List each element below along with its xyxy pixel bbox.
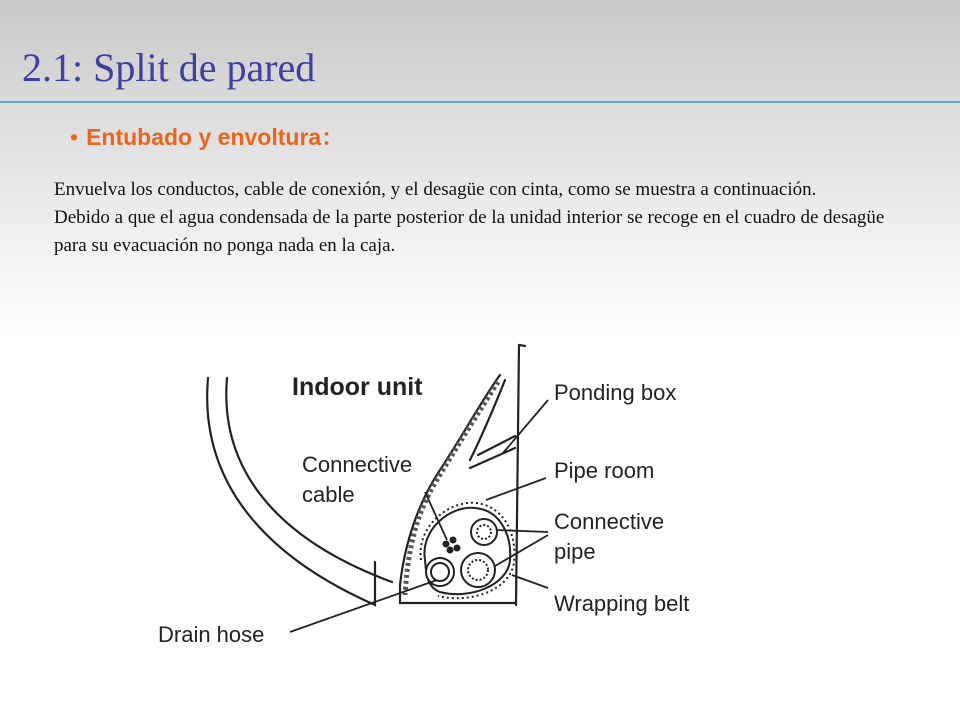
pipes bbox=[426, 519, 497, 587]
wrapping-envelope bbox=[400, 375, 516, 603]
indoor-unit-inner-curve bbox=[226, 378, 392, 582]
label-connective-cable-line1: Connective bbox=[302, 452, 413, 477]
label-indoor-unit: Indoor unit bbox=[292, 373, 423, 401]
label-connective-pipe-line1: Connective bbox=[554, 509, 665, 534]
ponding-box-shelf-2 bbox=[470, 448, 515, 468]
drain-hose-inner bbox=[431, 563, 449, 581]
bullet-heading-text: Entubado y envoltura： bbox=[86, 124, 345, 150]
leader-connective-pipe-b bbox=[495, 535, 548, 566]
wall-line bbox=[516, 345, 519, 605]
bullet-heading bbox=[70, 122, 344, 152]
leader-connective-pipe-a bbox=[497, 530, 548, 532]
label-wrapping-belt: Wrapping belt bbox=[554, 591, 690, 616]
connective-cable-wires bbox=[443, 537, 461, 554]
leader-lines bbox=[290, 400, 548, 632]
body-text bbox=[54, 176, 914, 260]
label-drain-hose: Drain hose bbox=[158, 622, 265, 647]
title-divider bbox=[0, 101, 960, 103]
connective-pipe-lower-inner bbox=[468, 560, 488, 580]
paragraph-2: Debido a que el agua condensada de la parte posterior de la unidad interior se recoge en el cuadro de desagüe para su evacuación no ponga nada en la caja. bbox=[54, 207, 885, 256]
paragraph-1: Envuelva los conductos, cable de conexión, y el desagüe con cinta, como se muestra a continuación. bbox=[54, 179, 817, 200]
wall-cap bbox=[519, 345, 525, 346]
wrapping-diagram bbox=[150, 340, 750, 660]
label-pipe-room: Pipe room bbox=[554, 458, 655, 483]
leader-drain-hose bbox=[290, 580, 437, 632]
connective-pipe-upper-inner bbox=[477, 525, 491, 539]
label-ponding-box: Ponding box bbox=[554, 380, 677, 405]
leader-pipe-room bbox=[486, 478, 546, 500]
leader-ponding-box bbox=[503, 400, 548, 453]
slide-title: 2.1: Split de pared bbox=[22, 45, 316, 90]
label-connective-pipe-line2: pipe bbox=[554, 539, 596, 564]
leader-connective-cable bbox=[425, 492, 447, 540]
bullet-dot: • bbox=[70, 124, 79, 150]
label-connective-cable-line2: cable bbox=[302, 482, 355, 507]
leader-wrapping-belt bbox=[512, 575, 548, 588]
